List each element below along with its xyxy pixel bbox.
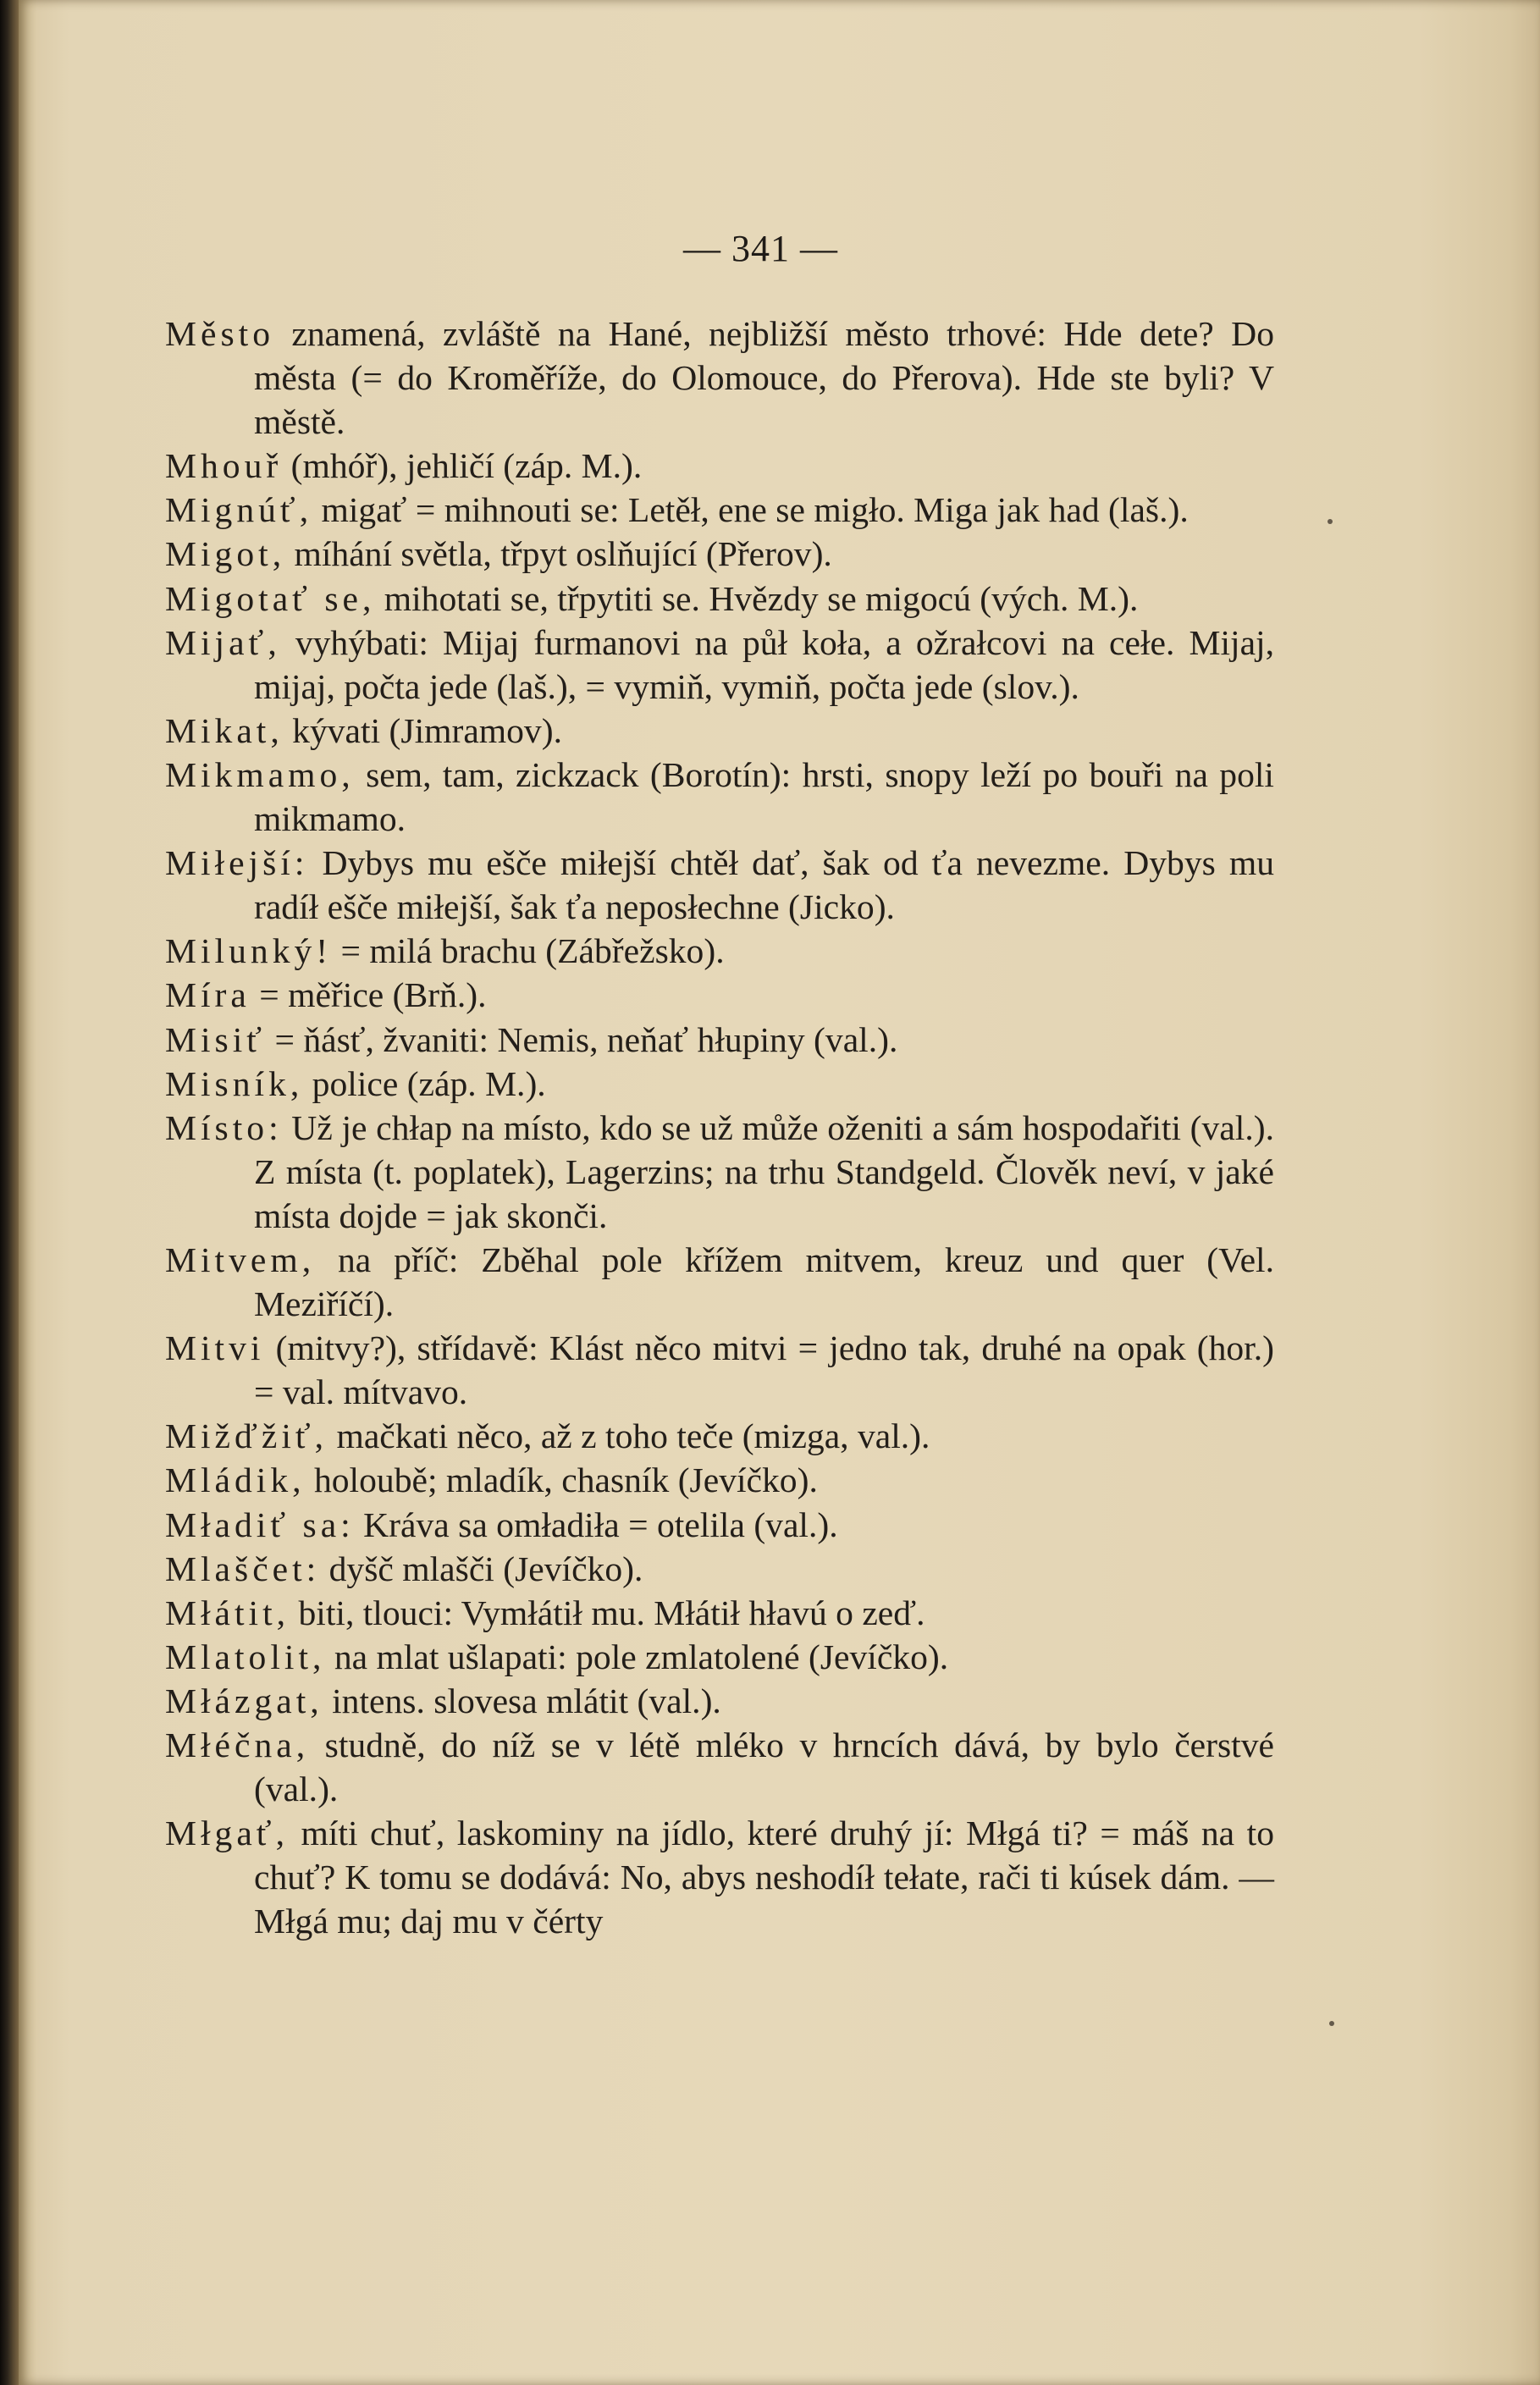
dictionary-entry xyxy=(165,1723,1274,1811)
paper-speck xyxy=(1329,2021,1334,2026)
dictionary-entry xyxy=(165,841,1274,929)
dictionary-entry xyxy=(165,488,1274,532)
entry-definition: na příč: Zběhal pole křížem mitvem, kreuz und quer (Vel. Meziříčí). xyxy=(254,1239,1274,1324)
dictionary-entry xyxy=(165,753,1274,841)
entry-definition: (mitvy?), střídavě: Klást něco mitvi = jedno tak, druhé na opak (hor.) = val. mítvavo. xyxy=(254,1328,1274,1412)
dictionary-entry xyxy=(165,973,1274,1017)
dictionary-entry xyxy=(165,1018,1274,1062)
entry-headword: Mlatolit, xyxy=(165,1637,326,1676)
page-number: — 341 — xyxy=(683,228,838,269)
entry-headword: Mikat, xyxy=(165,710,284,750)
paper-speck xyxy=(1327,519,1333,524)
dictionary-entry xyxy=(165,1458,1274,1502)
entry-definition: dyšč mlašči (Jevíčko). xyxy=(320,1549,643,1588)
entry-headword: Mlaščet: xyxy=(165,1549,321,1588)
entry-headword: Mitvi xyxy=(165,1328,265,1368)
entry-definition: = milá brachu (Zábřežsko). xyxy=(332,931,725,971)
dictionary-entry xyxy=(165,444,1274,488)
entry-headword: Miłejší: xyxy=(165,843,309,883)
dictionary-entry xyxy=(165,532,1274,576)
entry-headword: Mitvem, xyxy=(165,1239,316,1279)
entry-definition: kývati (Jimramov). xyxy=(283,710,562,750)
dictionary-entry xyxy=(165,1326,1274,1414)
dictionary-entry xyxy=(165,1679,1274,1723)
entry-definition: míti chuť, laskominy na jídlo, které druhý jí: Młgá ti? = máš na to chuť? K tomu se dodává: No, abys neshodíł tełate, rači ti kúsek dám. — Młgá mu; daj mu v čérty xyxy=(254,1814,1274,1941)
dictionary-entry xyxy=(165,1503,1274,1547)
entry-headword: Mládik, xyxy=(165,1460,306,1500)
dictionary-entry xyxy=(165,1106,1274,1238)
dictionary-entry xyxy=(165,1238,1274,1326)
entry-headword: Mijať, xyxy=(165,622,281,662)
dictionary-entry xyxy=(165,1414,1274,1458)
entry-definition: míhání světla, třpyt oslňující (Přerov). xyxy=(285,534,832,574)
entry-headword: Mhouř xyxy=(165,446,283,486)
entry-headword: Mignúť, xyxy=(165,490,313,530)
dictionary-entries xyxy=(165,312,1274,1943)
entry-definition: biti, tlouci: Vymłátił mu. Młátił hłavú o zeď. xyxy=(290,1593,925,1632)
dictionary-entry xyxy=(165,1062,1274,1106)
entry-definition: migať = mihnouti se: Letěł, ene se migło. Miga jak had (laš.). xyxy=(312,490,1189,530)
book-page xyxy=(19,0,1540,2385)
entry-definition: Dybys mu ešče miłejší chtěł dať, šak od ťa nevezme. Dybys mu radíł ešče miłejší, šak ťa neposłechne (Jicko). xyxy=(254,843,1274,927)
entry-headword: Mižďžiť, xyxy=(165,1416,328,1456)
entry-headword: Młátit, xyxy=(165,1593,290,1632)
entry-headword: Místo: xyxy=(165,1107,283,1147)
entry-definition: sem, tam, zickzack (Borotín): hrsti, snopy leží po bouři na poli mikmamo. xyxy=(254,754,1274,839)
entry-definition: (mhóř), jehličí (záp. M.). xyxy=(282,446,643,486)
entry-definition: = měřice (Brň.). xyxy=(250,975,487,1015)
entry-headword: Misiť xyxy=(165,1019,267,1059)
dictionary-entry xyxy=(165,709,1274,753)
entry-definition: vyhýbati: Mijaj furmanovi na půł koła, a ožrałcovi na cełe. Mijaj, mijaj, počta jede (laš.), = vymiň, vymiň, počta jede (slov.). xyxy=(254,622,1274,706)
dictionary-entry xyxy=(165,312,1274,444)
entry-definition: mačkati něco, až z toho teče (mizga, val.). xyxy=(328,1416,930,1456)
entry-headword: Migot, xyxy=(165,534,286,574)
dictionary-entry xyxy=(165,577,1274,621)
entry-headword: Míra xyxy=(165,975,251,1015)
entry-headword: Mikmamo, xyxy=(165,754,355,794)
entry-definition: intens. slovesa mlátit (val.). xyxy=(323,1681,721,1720)
dictionary-entry xyxy=(165,1635,1274,1679)
entry-definition: police (záp. M.). xyxy=(303,1063,546,1103)
entry-headword: Migotať se, xyxy=(165,578,376,618)
entry-headword: Młgať, xyxy=(165,1814,289,1853)
entry-headword: Misník, xyxy=(165,1063,304,1103)
dictionary-entry xyxy=(165,1547,1274,1591)
dictionary-entry xyxy=(165,1811,1274,1943)
dictionary-entry xyxy=(165,621,1274,709)
entry-headword: Młázgat, xyxy=(165,1681,323,1720)
entry-headword: Město xyxy=(165,314,274,353)
entry-definition: Kráva sa omładiła = otelila (val.). xyxy=(354,1504,838,1544)
entry-definition: znamená, zvláště na Hané, nejbližší město trhové: Hde dete? Do města (= do Kroměříže, do Olomouce, do Přerova). Hde ste byli? V městě. xyxy=(254,314,1274,442)
dictionary-entry xyxy=(165,1591,1274,1635)
book-binding-edge xyxy=(0,0,19,2385)
entry-definition: Už je chłap na místo, kdo se už může oženiti a sám hospodařiti (val.). Z místa (t. poplatek), Lagerzins; na trhu Standgeld. Člověk neví, v jaké místa dojde = jak skonči. xyxy=(254,1107,1274,1235)
entry-definition: = ňásť, žvaniti: Nemis, neňať hłupiny (val.). xyxy=(266,1019,898,1059)
entry-definition: holoubě; mladík, chasník (Jevíčko). xyxy=(305,1460,818,1500)
dictionary-entry xyxy=(165,929,1274,973)
entry-definition: mihotati se, třpytiti se. Hvězdy se migocú (vých. M.). xyxy=(375,578,1139,618)
entry-definition: studně, do níž se v létě mléko v hrncích dává, by bylo čerstvé (val.). xyxy=(254,1725,1274,1809)
entry-headword: Mładiť sa: xyxy=(165,1504,355,1544)
entry-headword: Milunký! xyxy=(165,931,333,971)
entry-headword: Młéčna, xyxy=(165,1725,310,1764)
entry-definition: na mlat ušlapati: pole zmlatolené (Jevíčko). xyxy=(325,1637,949,1676)
